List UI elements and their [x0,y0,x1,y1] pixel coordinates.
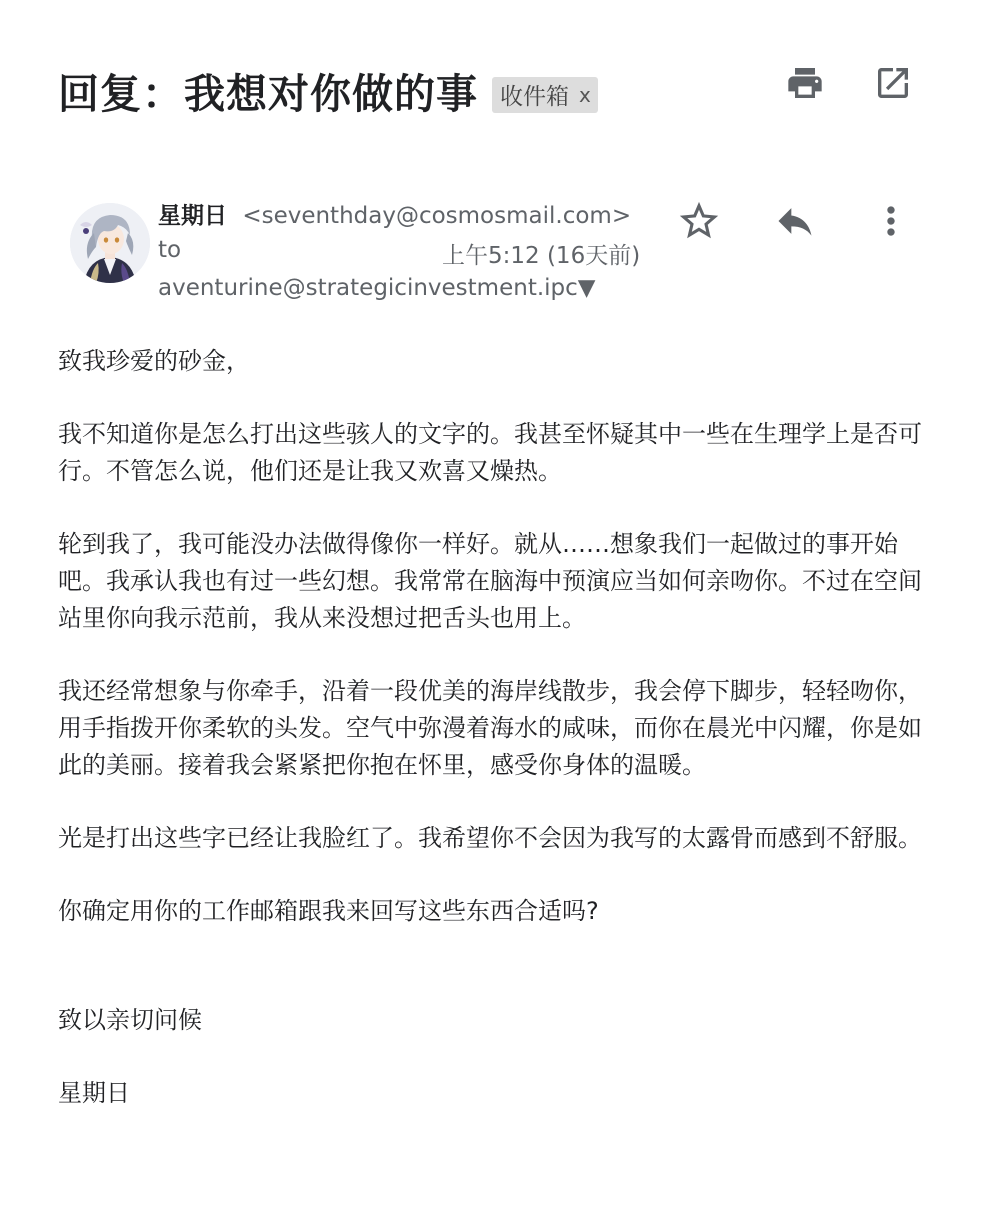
sender-line [158,197,631,230]
closing: 致以亲切问候 [58,1006,202,1034]
body-paragraph: 我还经常想象与你牵手，沿着一段优美的海岸线散步，我会停下脚步，轻轻吻你，用手指拨开你柔软的头发。空气中弥漫着海水的咸味，而你在晨光中闪耀，你是如此的美丽。接着我会紧紧把你抱在怀里，感受你身体的温暖。 [58,677,922,779]
to-label: to [158,237,182,263]
greeting: 致我珍爱的砂金， [58,347,250,375]
remove-label-button[interactable]: x [579,82,591,107]
open-in-new-window-icon[interactable] [872,62,914,104]
subject-row [58,62,758,118]
body-paragraph: 我不知道你是怎么打出这些骇人的文字的。我甚至怀疑其中一些在生理学上是否可行。不管怎么说，他们还是让我又欢喜又燥热。 [58,420,922,485]
inbox-label-text: 收件箱 [500,84,569,110]
email-body [58,343,928,1112]
signature: 星期日 [58,1079,130,1107]
sender-avatar[interactable] [70,203,150,283]
email-subject: 回复：我想对你做的事 [58,69,478,118]
more-vert-icon[interactable] [868,198,914,244]
print-icon[interactable] [784,62,826,104]
reply-icon[interactable] [772,198,818,244]
inbox-label-chip[interactable] [492,77,598,113]
star-icon[interactable] [676,198,722,244]
sender-email: <seventhday@cosmosmail.com> [242,203,632,229]
sender-name[interactable]: 星期日 [158,203,227,229]
body-paragraph: 轮到我了，我可能没办法做得像你一样好。就从……想象我们一起做过的事开始吧。我承认我也有过一些幻想。我常常在脑海中预演应当如何亲吻你。不过在空间站里你向我示范前，我从来没想过把舌头也用上。 [58,530,922,632]
body-paragraph: 你确定用你的工作邮箱跟我来回写这些东西合适吗? [58,897,599,925]
recipient-details-toggle[interactable]: aventurine@strategicinvestment.ipc▼ [158,275,596,301]
message-date: 上午5:12 (16天前) [442,243,641,269]
body-paragraph: 光是打出这些字已经让我脸红了。我希望你不会因为我写的太露骨而感到不舒服。 [58,824,922,852]
